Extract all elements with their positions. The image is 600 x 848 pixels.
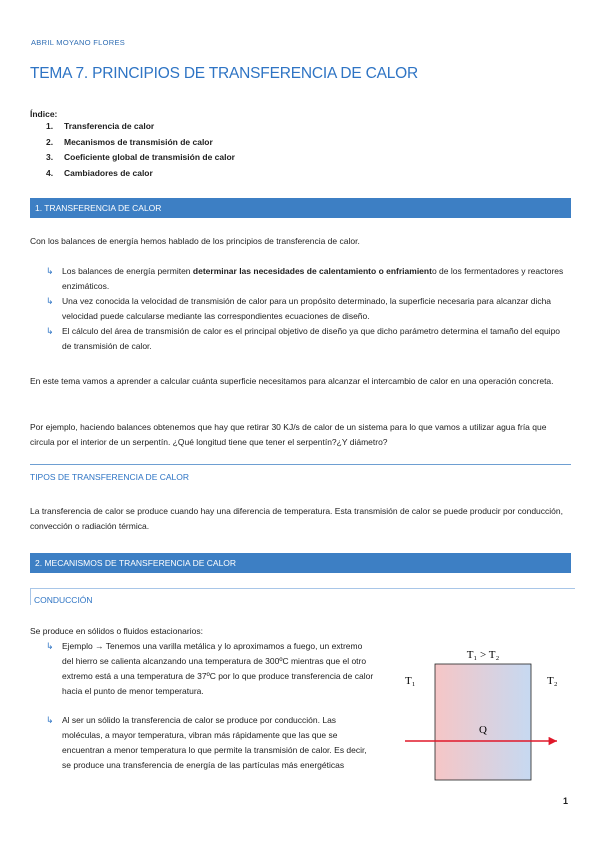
- bullet-item: ↳ Al ser un sólido la transferencia de calor se produce por conducción. Las moléculas, a mayor temperatura, vibran más rápidamente que las que se encuentran a menor temperatura lo que permite la transmisión de calor. Es decir, se produce una transferencia de energía de las partículas más energéticas: [46, 715, 367, 770]
- conduccion-bullets: [46, 639, 376, 773]
- index-item: 2. Mecanismos de transmisión de calor: [46, 136, 213, 147]
- conduccion-heading: CONDUCCIÓN: [30, 588, 575, 605]
- bullet-arrow-icon: ↳: [46, 326, 54, 336]
- conduccion-intro: Se produce en sólidos o fluidos estacionarios:: [30, 626, 203, 636]
- heat-flow-label: Q: [479, 724, 487, 736]
- temperature-relation-label: T₁ > T₂: [466, 649, 500, 661]
- index-label: Índice:: [30, 109, 58, 119]
- page-title: TEMA 7. PRINCIPIOS DE TRANSFERENCIA DE CALOR: [30, 65, 418, 82]
- bullet-arrow-icon: ↳: [46, 641, 54, 651]
- section1-heading: 1. TRANSFERENCIA DE CALOR: [30, 198, 571, 218]
- index-item: 4. Cambiadores de calor: [46, 167, 153, 178]
- conductor-slab: [435, 664, 531, 780]
- index-item: 1. Transferencia de calor: [46, 121, 155, 131]
- bullet-item: ↳ Los balances de energía permiten determinar las necesidades de calentamiento o enfriamiento de los fermentadores y reactores enzimáticos.: [46, 266, 564, 291]
- tipos-text: La transferencia de calor se produce cuando hay una diferencia de temperatura. Esta transmisión de calor se puede producir por conducción, convección o radiación térmica.: [30, 506, 563, 531]
- hot-side-label: T₁: [405, 675, 416, 687]
- bullet-arrow-icon: ↳: [46, 266, 54, 276]
- section1-paragraph: Por ejemplo, haciendo balances obtenemos que hay que retirar 30 KJ/s de calor de un sistema para lo que vamos a utilizar agua fría que circula por el interior de un serpentín. ¿Qué longitud tiene que tener el serpentín?¿Y diámetro?: [30, 422, 547, 447]
- bullet-arrow-icon: ↳: [46, 715, 54, 725]
- section1-paragraph: En este tema vamos a aprender a calcular cuánta superficie necesitamos para alcanzar el intercambio de calor en una operación concreta.: [30, 376, 554, 386]
- bullet-arrow-icon: ↳: [46, 296, 54, 306]
- section1-bullets: [46, 264, 570, 354]
- bullet-item: ↳ El cálculo del área de transmisión de calor es el principal objetivo de diseño ya que dicho parámetro determina el tamaño del equipo de transmisión de calor.: [46, 326, 561, 351]
- conduction-diagram: [395, 640, 575, 785]
- section2-heading: 2. MECANISMOS DE TRANSFERENCIA DE CALOR: [30, 553, 571, 573]
- bullet-item: ↳ Una vez conocida la velocidad de transmisión de calor para un propósito determinado, la superficie necesaria para alcanzar dicha velocidad puede calcularse mediante las correspondientes ecuaciones de diseño.: [46, 296, 552, 321]
- page-number: 1: [562, 796, 568, 806]
- index-list: [46, 121, 235, 183]
- cold-side-label: T₂: [547, 675, 558, 687]
- index-item: 3. Coeficiente global de transmisión de calor: [46, 152, 235, 162]
- author-name: ABRIL MOYANO FLORES: [31, 38, 126, 47]
- bullet-item: ↳ Ejemplo → Tenemos una varilla metálica y lo aproximamos a fuego, un extremo del hierro se calienta alcanzando una temperatura de 300ºC mientras que el otro extremo está a una temperatura de 37ºC por lo que produce transferencia de calor hacia el punto de menor temperatura.: [46, 641, 374, 696]
- tipos-heading: TIPOS DE TRANSFERENCIA DE CALOR: [30, 464, 571, 482]
- section1-intro: Con los balances de energía hemos hablado de los principios de transferencia de calor.: [30, 236, 360, 246]
